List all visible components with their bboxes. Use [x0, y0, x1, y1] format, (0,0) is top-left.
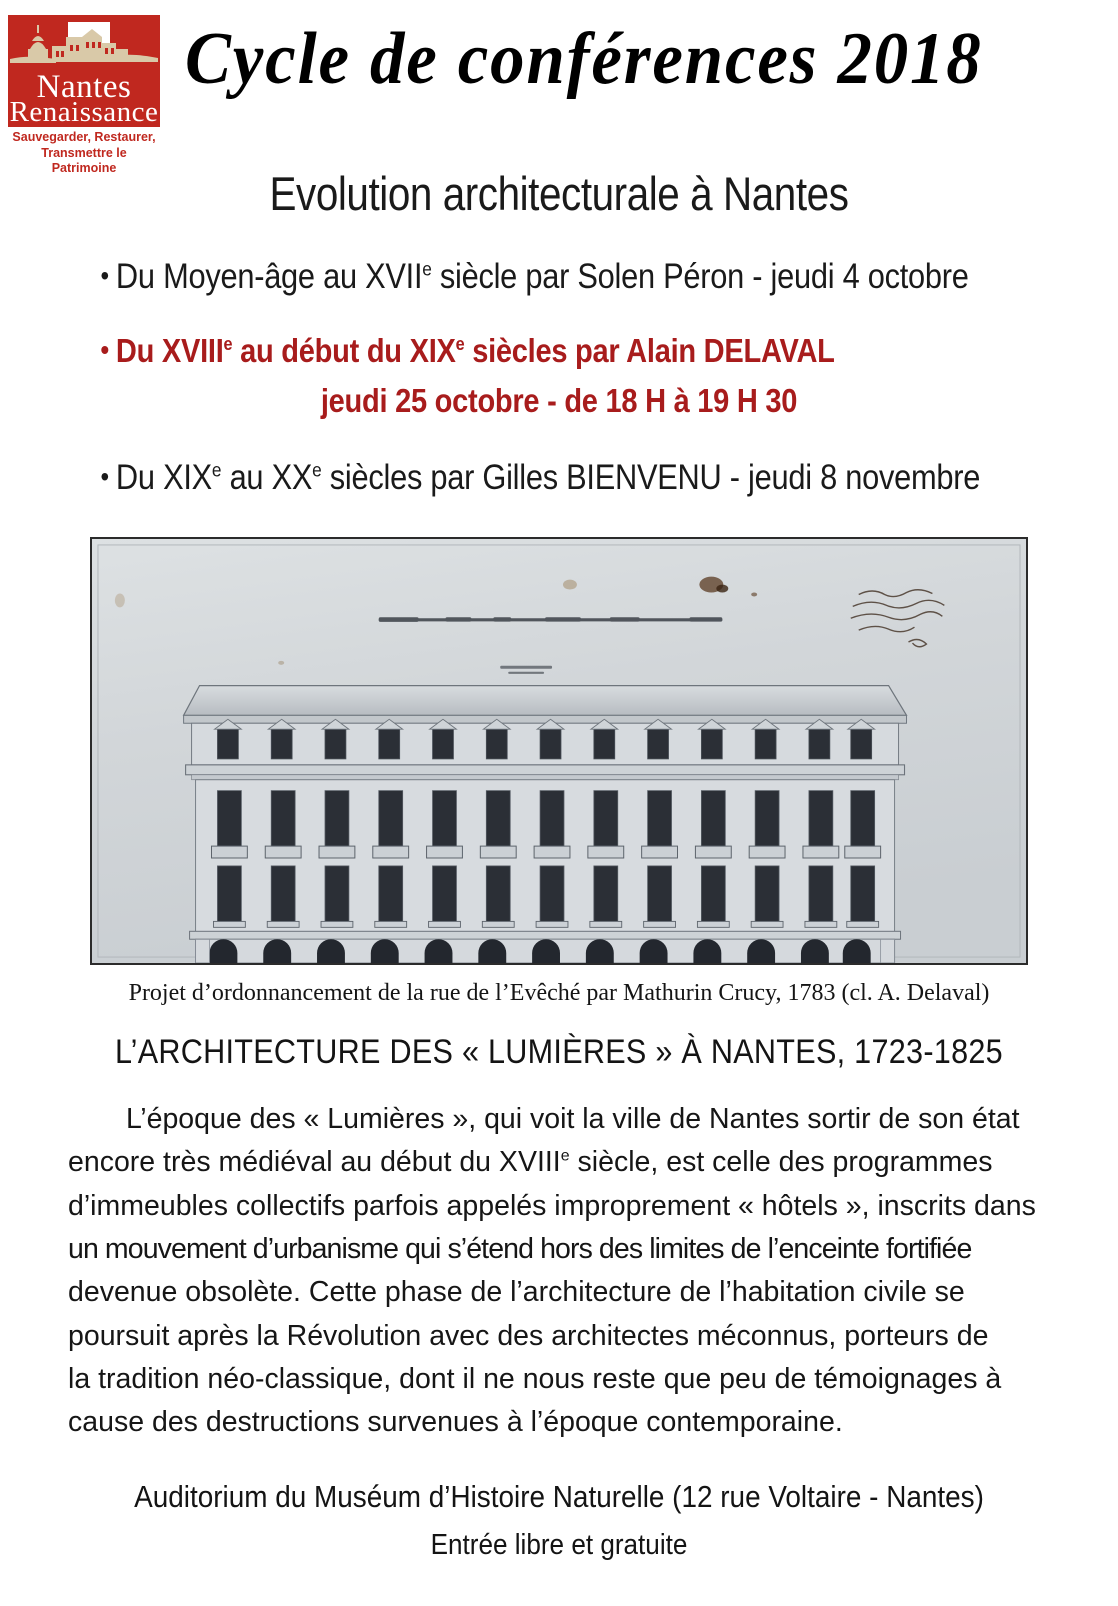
elevation-drawing-svg [92, 539, 1026, 963]
spacer [12, 372, 1106, 380]
abstract-line-5: devenue obsolète. Cette phase de l’architecture de l’habitation civile se [68, 1276, 965, 1309]
abstract-line-2 [68, 1141, 1050, 1184]
logo-word-renaissance: Renaissance [9, 96, 159, 127]
figure-block [0, 537, 1118, 1007]
program-item-1 [78, 255, 1041, 300]
abstract-line-2-sup: e [560, 1147, 570, 1165]
conference-program-list [0, 255, 1118, 501]
entry-info: Entrée libre et gratuite [430, 1528, 688, 1561]
bullet-icon: • [100, 461, 109, 493]
page-subtitle: Evolution architecturale à Nantes [269, 167, 849, 220]
program-item-2 [78, 330, 1041, 372]
bullet-icon: • [100, 260, 109, 291]
abstract-line-8: cause des destructions survenues à l’époque contemporaine. [68, 1406, 843, 1439]
poster-footer [0, 1479, 1118, 1562]
logo-nantes-renaissance [8, 15, 160, 177]
program-item-1-sup: e [422, 258, 432, 281]
abstract-line-2-before: encore très médiéval au début du XVIII [68, 1146, 561, 1179]
abstract-line-2-after: siècle, est celle des programmes [569, 1146, 993, 1179]
cycle-title: Cycle de conférences 2018 [185, 18, 983, 100]
program-item-2-datetime: jeudi 25 octobre - de 18 H à 19 H 30 [320, 382, 798, 420]
logo-tagline-line1: Sauvegarder, Restaurer, [12, 130, 156, 144]
lecture-title: L’ARCHITECTURE DES « LUMIÈRES » À NANTES, 1723-1825 [115, 1033, 1003, 1072]
poster-header [0, 0, 1118, 176]
venue-info: Auditorium du Muséum d’Histoire Naturelle (12 rue Voltaire - Nantes) [134, 1478, 984, 1514]
program-item-3-text-mid: au XX [221, 458, 313, 498]
lecture-abstract [68, 1098, 1050, 1445]
abstract-line-1: L’époque des « Lumières », qui voit la ville de Nantes sortir de son état [126, 1103, 1020, 1136]
program-item-3-text-after: siècles par Gilles BIENVENU - jeudi 8 novembre [321, 458, 981, 498]
abstract-line-4: un mouvement d’urbanisme qui s’étend hors des limites de l’enceinte fortifiée [68, 1233, 972, 1265]
spacer [12, 300, 1106, 330]
abstract-line-6: poursuit après la Révolution avec des architectes méconnus, porteurs de [68, 1319, 989, 1352]
program-item-2-sup2: e [455, 332, 465, 354]
program-item-1-text-after: siècle par Solen Péron - jeudi 4 octobre [431, 257, 969, 296]
nantes-chateau-illustration-icon [8, 19, 160, 74]
spacer [12, 422, 1106, 456]
program-item-3 [78, 456, 1041, 501]
program-item-3-text-before: Du XIX [115, 458, 212, 498]
logo-tagline-line2: Transmettre le Patrimoine [41, 145, 127, 176]
program-item-1-text-before: Du Moyen-âge au XVII [115, 257, 423, 296]
architectural-elevation-drawing [90, 537, 1028, 965]
figure-caption: Projet d’ordonnancement de la rue de l’Evêché par Mathurin Crucy, 1783 (cl. A. Delaval) [128, 980, 990, 1007]
logo-word-nantes: Nantes [36, 69, 132, 105]
abstract-line-3: d’immeubles collectifs parfois appelés improprement « hôtels », inscrits dans [68, 1189, 1036, 1222]
program-item-2-text-before: Du XVIII [115, 331, 224, 369]
abstract-line-7: la tradition néo-classique, dont il ne nous reste que peu de témoignages à [68, 1362, 1002, 1395]
logo-red-box [8, 15, 160, 127]
program-item-2-text-after: siècles par Alain DELAVAL [464, 331, 835, 369]
program-item-3-sup: e [211, 459, 222, 482]
program-item-2-sup: e [223, 332, 233, 354]
program-item-3-sup2: e [312, 459, 322, 482]
program-item-2-text-mid: au début du XIX [232, 331, 456, 369]
bullet-icon: • [100, 333, 109, 365]
